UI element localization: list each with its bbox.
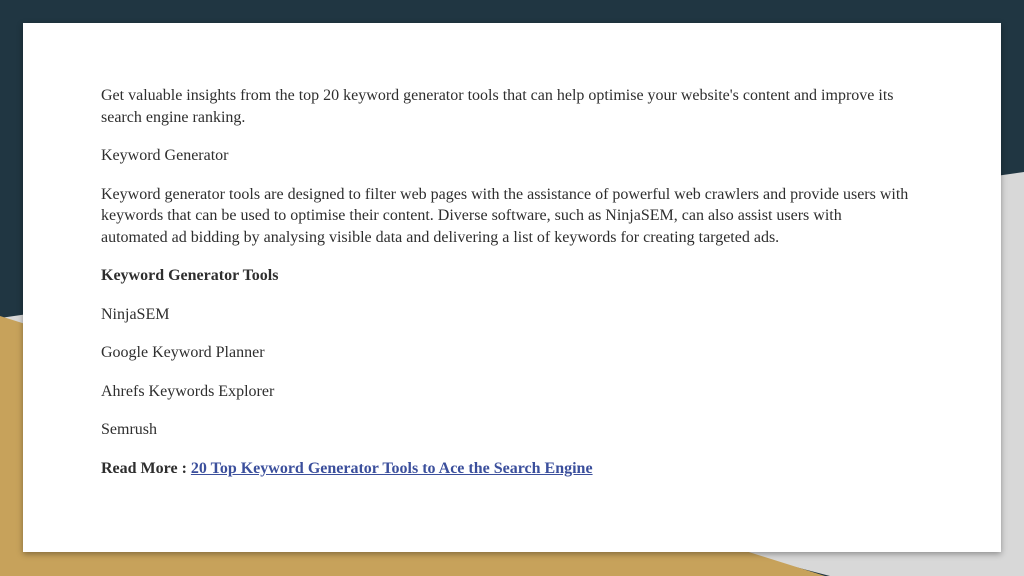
read-more-link[interactable]: 20 Top Keyword Generator Tools to Ace the Search Engine — [190, 459, 593, 477]
tool-item-ahrefs-keywords-explorer: Ahrefs Keywords Explorer — [101, 382, 275, 400]
tools-heading: Keyword Generator Tools — [101, 267, 279, 284]
read-more-line — [101, 458, 911, 480]
tool-item-semrush: Semrush — [101, 421, 157, 438]
section-label: Keyword Generator — [101, 147, 229, 164]
intro-paragraph: Get valuable insights from the top 20 keyword generator tools that can help optimise your website's content and improve its search engine ranking. — [101, 87, 894, 126]
read-more-label: Read More : — [101, 459, 187, 477]
slide-content — [101, 85, 911, 496]
tool-item-google-keyword-planner: Google Keyword Planner — [101, 344, 265, 361]
tool-item-ninjasem: NinjaSEM — [101, 305, 170, 323]
description-paragraph: Keyword generator tools are designed to filter web pages with the assistance of powerful web crawlers and provide users with keywords that can be used to optimise their content. Diverse software, such as NinjaSEM, can also assist users with automated ad bidding by analysing visible data and delivering a list of keywords for creating targeted ads. — [101, 185, 909, 246]
slide-card — [23, 23, 1001, 552]
